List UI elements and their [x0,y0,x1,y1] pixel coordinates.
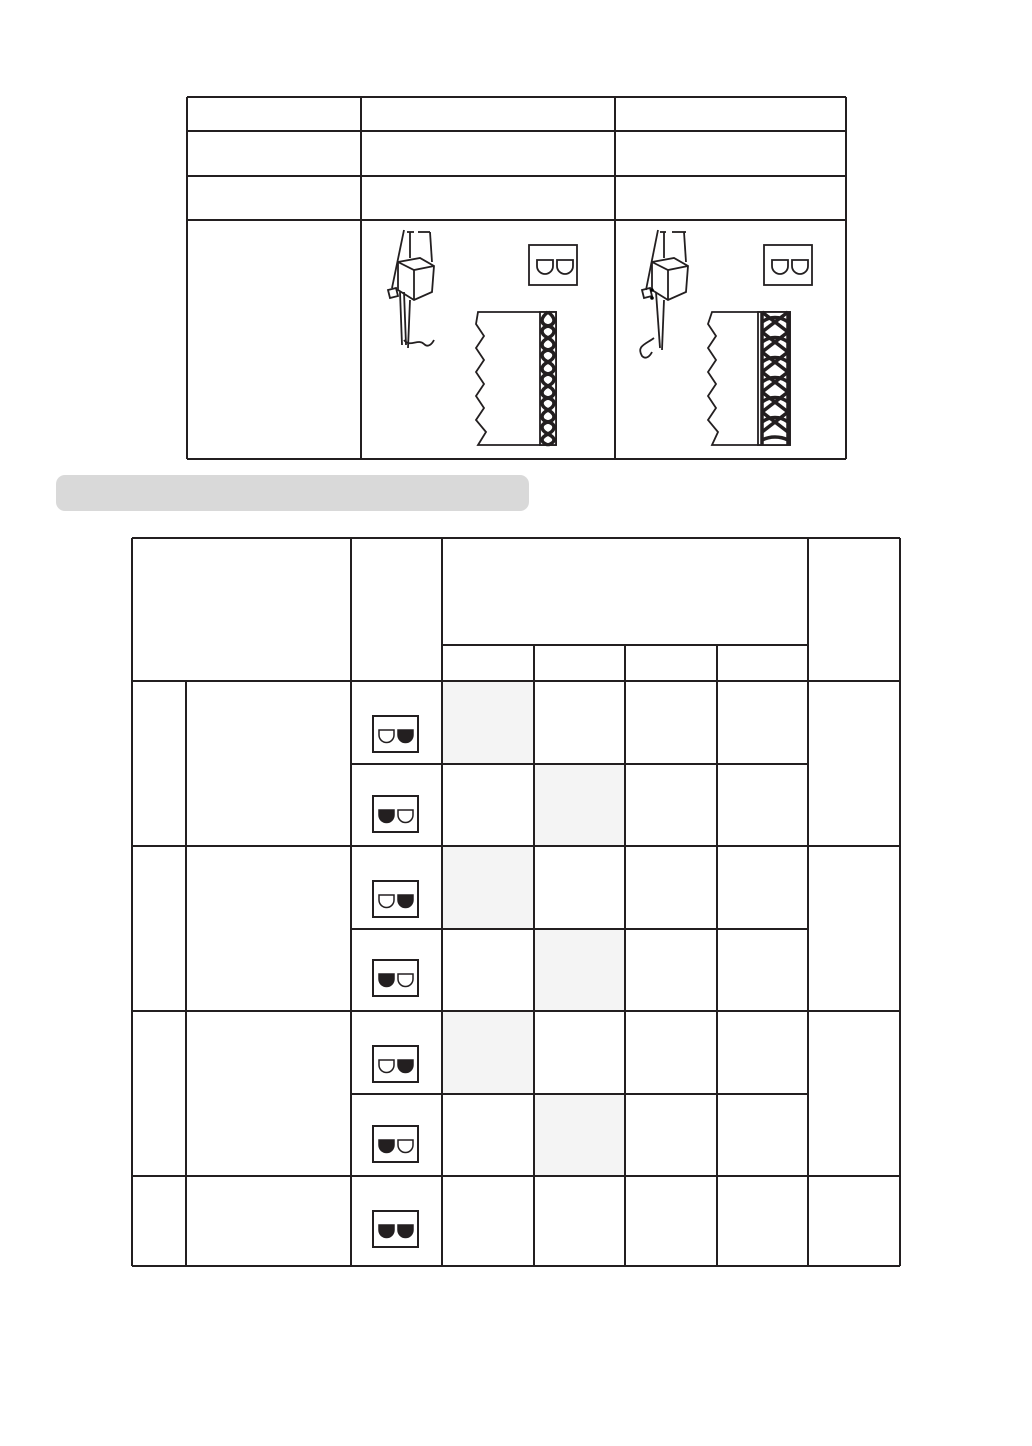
cup-filled-icon [398,1060,413,1073]
cup-empty-icon [398,810,413,823]
cup-filled-icon [379,1225,394,1238]
indicator-row-2b [373,960,418,996]
wide-overlock-stitch-chain [758,312,790,445]
cup-filled-icon [379,974,394,987]
cup-filled-icon [557,260,573,274]
indicator-row-3a [373,1046,418,1082]
indicator-row-2a [373,881,418,917]
wide-overlock-illustration [640,230,812,445]
cup-filled-icon [398,895,413,908]
cup-filled-icon [398,1225,413,1238]
narrow-overlock-illustration [388,230,577,445]
indicator-row-1a [373,716,418,752]
cup-filled-icon [398,730,413,743]
cup-empty-icon [398,974,413,987]
cup-empty-icon [379,895,394,908]
cup-empty-icon [398,1140,413,1153]
indicator-row-4 [373,1211,418,1247]
cup-empty-icon [379,1060,394,1073]
indicator-row-3b [373,1126,418,1162]
cup-empty-icon [792,260,808,274]
narrow-overlock-stitch-chain [540,312,556,445]
cup-filled-icon [379,810,394,823]
cup-filled-icon [772,260,788,274]
cup-empty-icon [379,730,394,743]
indicator-row-1b [373,796,418,832]
cup-filled-icon [379,1140,394,1153]
cup-empty-icon [537,260,553,274]
